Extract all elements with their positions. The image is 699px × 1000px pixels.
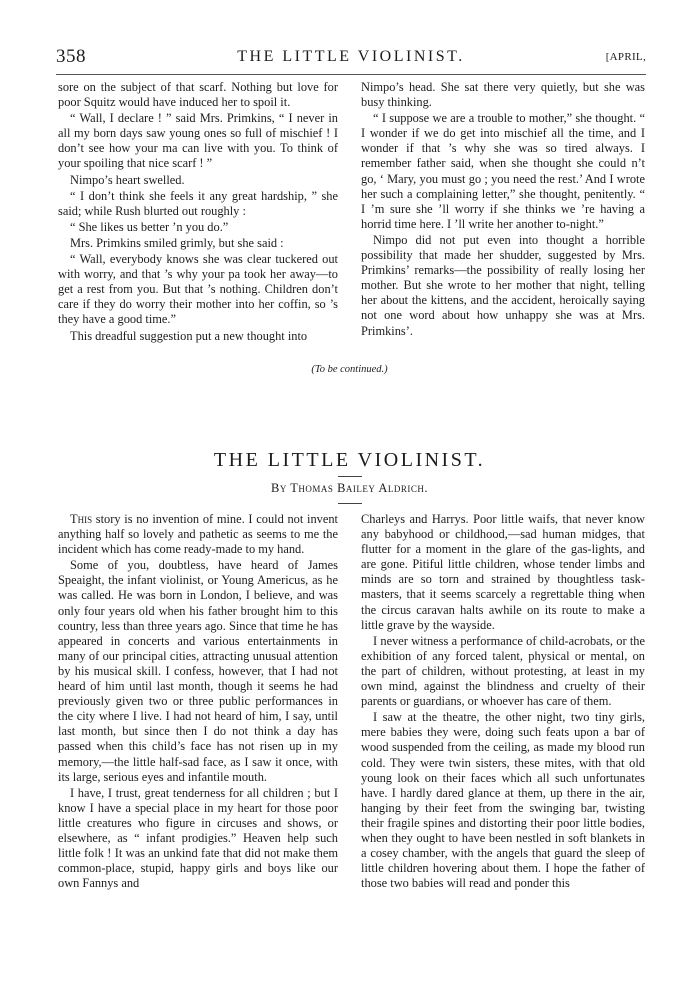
page-header	[56, 46, 646, 72]
paragraph: This dreadful suggestion put a new thought into	[70, 328, 308, 343]
lead-word: This	[70, 512, 93, 526]
paragraph: sore on the subject of that scarf. Nothing but love for poor Squitz would have induced her to spoil it.	[58, 80, 338, 110]
header-rule	[56, 74, 646, 75]
paragraph: Nimpo did not put even into thought a horrible possibility that made her shudder, suggested by Mrs. Primkins’ remarks—the possibility of really losing her mother. But she wrote to her mother that night, telling her about the kittens, and the accident, heroically saying not one word about how unhappy she was at Mrs. Primkins’.	[361, 232, 645, 338]
paragraph: “ She likes us better ’n you do.”	[70, 219, 229, 234]
header-month: [APRIL,	[605, 51, 646, 63]
paragraph: Some of you, doubtless, have heard of James Speaight, the infant violinist, or Young Americus, as he was called. He was born in London, I believe, and was only four years old when his father brought him to this country, less than three years ago. Since that time he has appeared in concerts and various entertainments in many of our principal cities, attracting unusual attention by his musical skill. I confess, however, that I had not heard of him until last month, though it seems he had previously given two or three public performances in the city where I live. I had not heard of him, I say, until last month, but since then I do not think a day has passed when this child’s face has not risen up in my memory,—the little half-sad face, as I saw it once, with its large, serious eyes and infantile mouth.	[58, 558, 338, 784]
paragraph: Charleys and Harrys. Poor little waifs, that never know any babyhood or childhood,—sad human midges, that flutter for a moment in the glare of the gas-lights, and are gone. Pitiful little children, whose tender limbs and minds are so torn and strained by thoughtless task-masters, that it seems scarcely a regrettable thing when the circus caravan halts awhile on its route to make a little grave by the wayside.	[361, 512, 645, 632]
article-left-column	[58, 512, 338, 892]
byline-author: Thomas Bailey Aldrich.	[290, 481, 428, 495]
paragraph: “ I don’t think she feels it any great hardship, ” she said; while Rush blurted out roughly :	[58, 188, 338, 218]
paragraph: I have, I trust, great tenderness for all children ; but I know I have a special place in my heart for those poor little creatures who figure in circuses and shows, or elsewhere, as “ infant prodigies.” Heaven help such little folk ! It was an unkind fate that did not make them common-place, stupid, happy girls and boys like our own Fannys and	[58, 785, 338, 891]
byline-prefix: By	[271, 481, 287, 495]
byline	[0, 481, 699, 496]
continued-note: (To be continued.)	[311, 364, 388, 375]
paragraph: “ Wall, I declare ! ” said Mrs. Primkins, “ I never in all my born days saw young ones so full of mischief ! I don’t see how your ma can live with you. To think of your spoiling that nice scarf ! ”	[58, 111, 338, 171]
paragraph-text: story is no invention of mine. I could not invent anything half so lovely and pathetic as seems to me the incident which has come ready-made to my hand.	[58, 512, 338, 557]
article-right-column	[361, 512, 645, 892]
running-title: THE LITTLE VIOLINIST.	[237, 48, 465, 65]
paragraph: Nimpo’s head. She sat there very quietly, but she was busy thinking.	[361, 80, 645, 110]
paragraph: I saw at the theatre, the other night, two tiny girls, mere babies they were, doing such feats upon a bar of wood suspended from the ceiling, as made my blood run cold. They were twin sisters, these mites, with that old young look on their faces which all such unfortunates have. I hardly dared glance at them, up there in the air, hanging by their feet from the swinging bar, twisting their fragile spines and distorting their poor little bodies, when they ought to have been nestled in soft blankets in a cosey chamber, with the angels that guard the sleep of little children hovering about them. I hope the father of those two babies will read and ponder this	[361, 710, 645, 891]
article-title: THE LITTLE VIOLINIST.	[213, 449, 486, 471]
byline-rule	[338, 503, 362, 504]
title-rule	[338, 476, 362, 477]
page-number: 358	[56, 46, 86, 67]
paragraph: “ I suppose we are a trouble to mother,” she thought. “ I wonder if we do get into mischief all the time, and I wonder if that ’s why she was so tired always. I remember father said, when she thought she could n’t go, ‘ Mary, you must go ; you need the rest.’ And I wrote her such a complaining letter,” she thought, penitently. “ I ’m sure she ’ll worry if she thinks we ’re having a horrid time here. I ’ll write her another to-night.”	[361, 111, 645, 231]
paragraph: Mrs. Primkins smiled grimly, but she said :	[70, 235, 284, 250]
paragraph: Nimpo’s heart swelled.	[70, 172, 185, 187]
paragraph	[58, 512, 338, 557]
continuation-right-column	[361, 80, 645, 340]
paragraph: I never witness a performance of child-acrobats, or the exhibition of any forced talent, physical or mental, on the part of children, without protesting, at least in my own mind, against the blindness and cruelty of their parents or guardians, or whoever has care of them.	[361, 633, 645, 709]
paragraph: “ Wall, everybody knows she was clear tuckered out with worry, and that ’s why your pa took her away—to get a rest from you. But that ’s nothing. Children don’t care if they do worry their mother into her coffin, so ’s they have a good time.”	[58, 252, 338, 327]
continuation-left-column	[58, 80, 338, 345]
